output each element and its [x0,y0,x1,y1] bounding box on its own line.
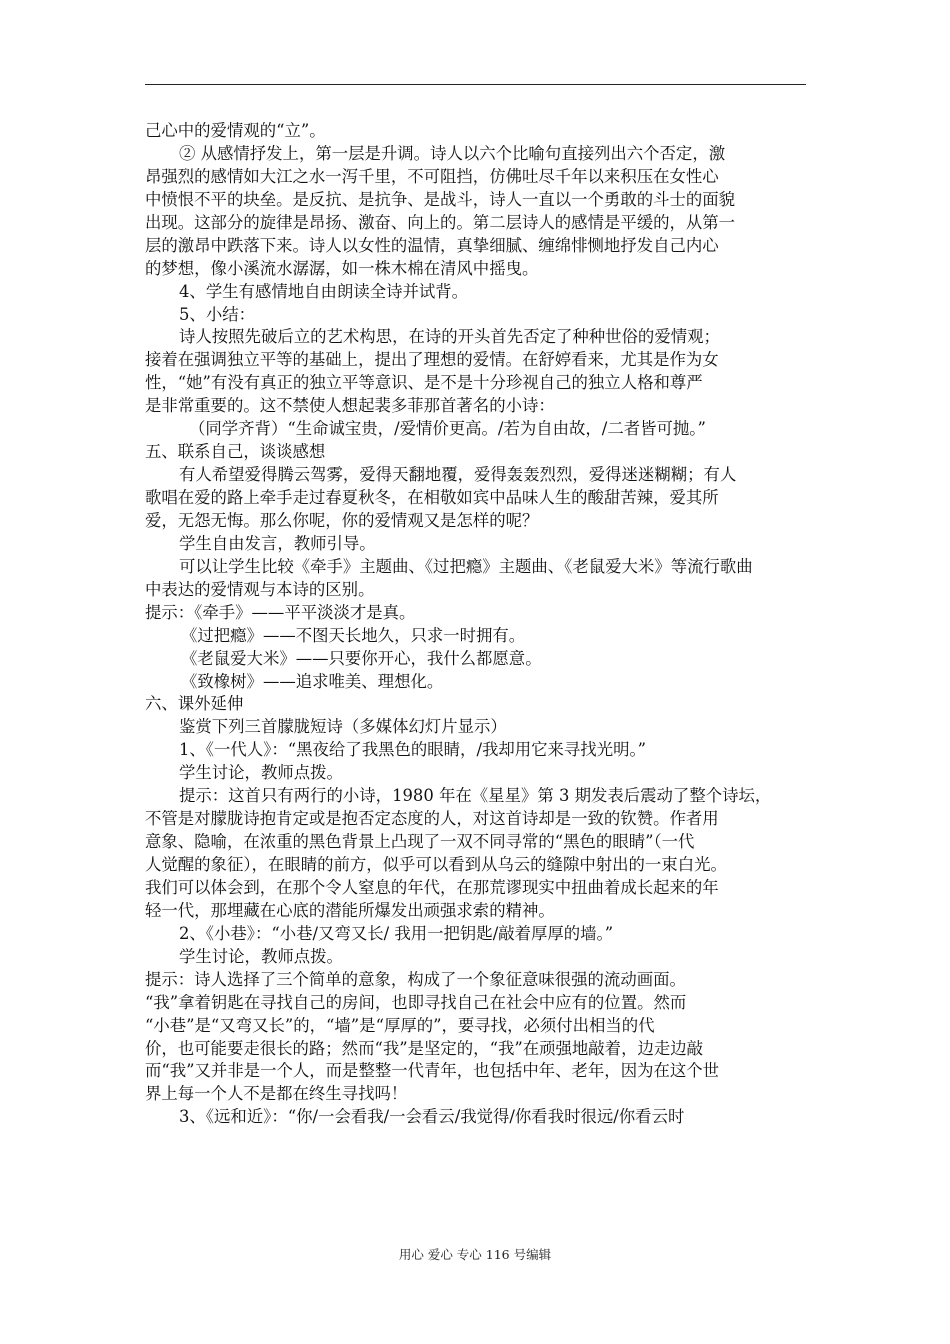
text-line: 学生讨论，教师点拨。 [179,763,343,783]
text-line: 不管是对朦胧诗抱肯定或是抱否定态度的人，对这首诗却是一致的钦赞。作者用 [145,809,719,829]
text-line: 价，也可能要走很长的路；然而“我”是坚定的，“我”在顽强地敲着，边走边敲 [145,1038,704,1058]
text-line: 3、《远和近》：“你/一会看我/一会看云/我觉得/你看我时很远/你看云时 [179,1107,685,1127]
text-line: 《过把瘾》——不图天长地久，只求一时拥有。 [181,625,526,645]
text-line: 己心中的爱情观的“立”。 [145,121,326,140]
text-line: 提示：这首只有两行的小诗，1980 年在《星星》第 3 期发表后震动了整个诗坛， [179,786,772,806]
text-line: 昂强烈的感情如大江之水一泻千里，不可阻挡，仿佛吐尽千年以来积压在女性心 [145,166,719,186]
text-line: 我们可以体会到，在那个令人窒息的年代，在那荒谬现实中扭曲着成长起来的年 [145,877,719,897]
text-line: 诗人按照先破后立的艺术构思，在诗的开头首先否定了种种世俗的爱情观； [179,327,720,347]
text-line: 中愤恨不平的块垒。是反抗、是抗争、是战斗，诗人一直以一个勇敢的斗士的面貌 [145,189,736,209]
text-line: 学生自由发言，教师引导。 [179,533,376,553]
text-line: 《致橡树》——追求唯美、理想化。 [181,671,444,691]
text-line: 中表达的爱情观与本诗的区别。 [145,579,375,599]
text-line: 学生讨论，教师点拨。 [179,946,343,966]
text-line: 2、《小巷》：“小巷/又弯又长/ 我用一把钥匙/敲着厚厚的墙。” [179,923,614,943]
text-line: “小巷”是“又弯又长”的，“墙”是“厚厚的”，要寻找，必须付出相当的代 [145,1015,655,1035]
text-line: 而“我”又并非是一个人，而是整整一代青年，也包括中年、老年，因为在这个世 [145,1061,720,1081]
text-line: 轻一代，那埋藏在心底的潜能所爆发出顽强求索的精神。 [145,900,555,920]
text-line: 4、学生有感情地自由朗读全诗并试背。 [179,281,469,301]
text-line: 鉴赏下列三首朦胧短诗（多媒体幻灯片显示） [179,717,507,737]
text-line: 1、《一代人》：“黑夜给了我黑色的眼睛，/我却用它来寻找光明。” [179,740,647,760]
text-line: ② 从感情抒发上，第一层是升调。诗人以六个比喻句直接列出六个否定，激 [179,143,726,163]
section-heading: 五、联系自己，谈谈感想 [145,442,326,462]
text-line: 人觉醒的象征），在眼睛的前方，似乎可以看到从乌云的缝隙中射出的一束白光。 [145,855,727,874]
text-line: 爱，无怨无悔。那么你呢，你的爱情观又是怎样的呢？ [145,510,539,530]
section-heading: 六、课外延伸 [145,694,244,714]
text-line: 5、小结： [179,304,255,324]
text-line: 有人希望爱得腾云驾雾，爱得天翻地覆，爱得轰轰烈烈，爱得迷迷糊糊；有人 [179,465,737,485]
text-line: 界上每一个人不是都在终生寻找吗！ [145,1084,408,1104]
text-line: 《老鼠爱大米》——只要你开心，我什么都愿意。 [181,648,542,668]
text-line: “我”拿着钥匙在寻找自己的房间，也即寻找自己在社会中应有的位置。然而 [145,992,687,1012]
text-line: （同学齐背）“生命诚宝贵，/爱情价更高。/若为自由故，/二者皆可抛。” [189,419,706,439]
text-line: 层的激昂中跌落下来。诗人以女性的温情，真挚细腻、缠绵悱恻地抒发自己内心 [145,235,719,255]
text-line: 提示：《牵手》——平平淡淡才是真。 [145,602,416,622]
header-rule [145,84,806,85]
text-line: 的梦想，像小溪流水潺潺，如一株木棉在清风中摇曳。 [145,258,539,278]
text-line: 接着在强调独立平等的基础上，提出了理想的爱情。在舒婷看来，尤其是作为女 [145,350,719,370]
text-line: 意象、隐喻，在浓重的黑色背景上凸现了一双不同寻常的“黑色的眼睛”（一代 [145,832,695,852]
text-line: 歌唱在爱的路上牵手走过春夏秋冬，在相敬如宾中品味人生的酸甜苦辣，爱其所 [145,488,719,507]
page-body [145,120,810,1129]
text-line: 性，“她”有没有真正的独立平等意识、是不是十分珍视自己的独立人格和尊严 [145,373,703,393]
text-line: 是非常重要的。这不禁使人想起裴多菲那首著名的小诗： [145,396,555,416]
text-line: 可以让学生比较《牵手》主题曲、《过把瘾》主题曲、《老鼠爱大米》等流行歌曲 [179,556,753,576]
page-footer: 用心 爱心 专心 116 号编辑 [398,1247,552,1262]
text-line: 出现。这部分的旋律是昂扬、激奋、向上的。第二层诗人的感情是平缓的，从第一 [145,212,736,232]
text-line: 提示：诗人选择了三个简单的意象，构成了一个象征意味很强的流动画面。 [145,969,686,989]
